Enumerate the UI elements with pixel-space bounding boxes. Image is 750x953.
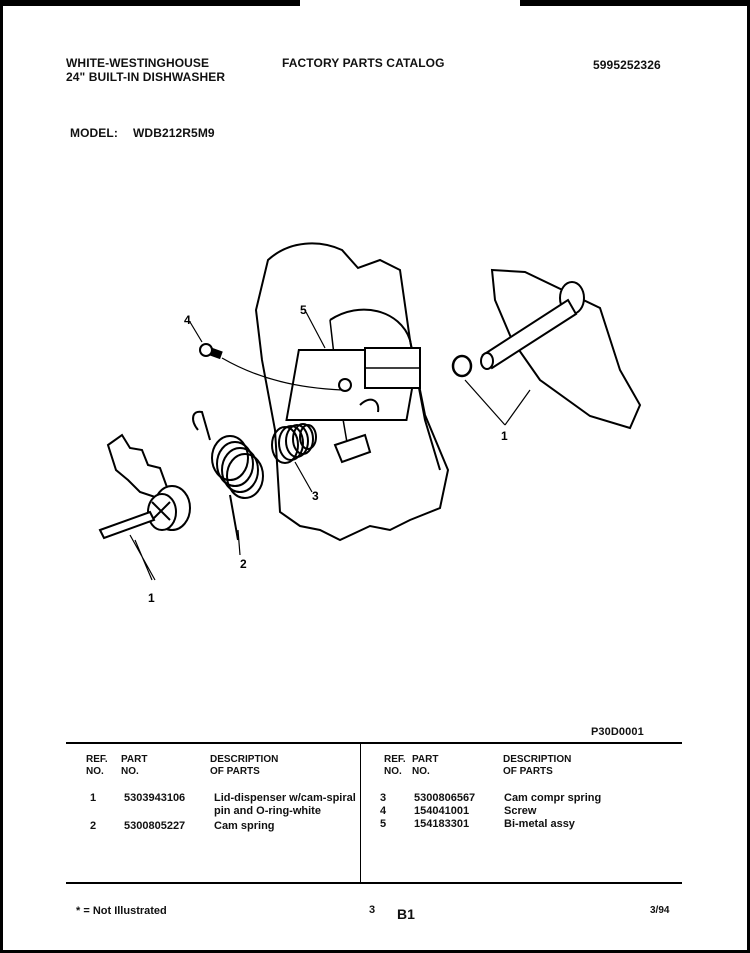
header-part-right: PART NO.: [412, 754, 439, 777]
left-row-1-ref: 1: [90, 792, 97, 804]
document-number: 5995252326: [593, 58, 661, 72]
callout-3: 3: [312, 489, 319, 503]
product-name: 24" BUILT-IN DISHWASHER: [66, 70, 226, 84]
callout-4: 4: [184, 313, 191, 327]
cam-spring: [193, 412, 263, 540]
company-name: WHITE-WESTINGHOUSE: [66, 56, 210, 70]
right-row-2-part: 154041001: [414, 805, 470, 817]
catalog-title: FACTORY PARTS CATALOG: [282, 56, 445, 70]
cam-assembly: [100, 435, 190, 580]
right-row-2-desc: Screw: [504, 805, 537, 817]
illustration-code: P30D0001: [591, 726, 644, 738]
table-bottom-rule: [66, 882, 682, 884]
table-top-rule: [66, 742, 682, 744]
page-code: B1: [397, 906, 415, 922]
callout-5: 5: [300, 303, 307, 317]
callout-1-right: 1: [501, 429, 508, 443]
left-row-2-desc: Cam spring: [214, 820, 275, 832]
left-row-1-desc-cont: pin and O-ring-white: [214, 805, 321, 817]
page-border-gap: [300, 0, 520, 6]
right-row-1-part: 5300806567: [414, 792, 476, 804]
exploded-parts-diagram: [80, 230, 680, 630]
right-row-2-ref: 4: [380, 805, 387, 817]
model-label: MODEL:: [70, 126, 118, 140]
right-row-1-ref: 3: [380, 792, 387, 804]
callout-1-left: 1: [148, 591, 155, 605]
model-number: WDB212R5M9: [133, 126, 215, 140]
header-desc-right: DESCRIPTION OF PARTS: [503, 754, 572, 777]
left-row-2-part: 5300805227: [124, 820, 186, 832]
left-row-1-desc: Lid-dispenser w/cam-spiral: [214, 792, 356, 804]
left-row-2-ref: 2: [90, 820, 97, 832]
right-row-3-desc: Bi-metal assy: [504, 818, 575, 830]
callout-2: 2: [240, 557, 247, 571]
footnote: * = Not Illustrated: [76, 905, 167, 917]
header-part-left: PART NO.: [121, 754, 148, 777]
right-row-3-part: 154183301: [414, 818, 470, 830]
header-ref-left: REF. NO.: [86, 754, 108, 777]
revision-date: 3/94: [650, 905, 670, 916]
right-row-1-desc: Cam compr spring: [504, 792, 602, 804]
parts-table: [66, 742, 682, 884]
page-border-left: [0, 0, 3, 953]
header-ref-right: REF. NO.: [384, 754, 406, 777]
page-number: 3: [369, 904, 376, 916]
table-divider: [360, 744, 361, 882]
left-row-1-part: 5303943106: [124, 792, 186, 804]
right-row-3-ref: 5: [380, 818, 387, 830]
header-desc-left: DESCRIPTION OF PARTS: [210, 754, 279, 777]
